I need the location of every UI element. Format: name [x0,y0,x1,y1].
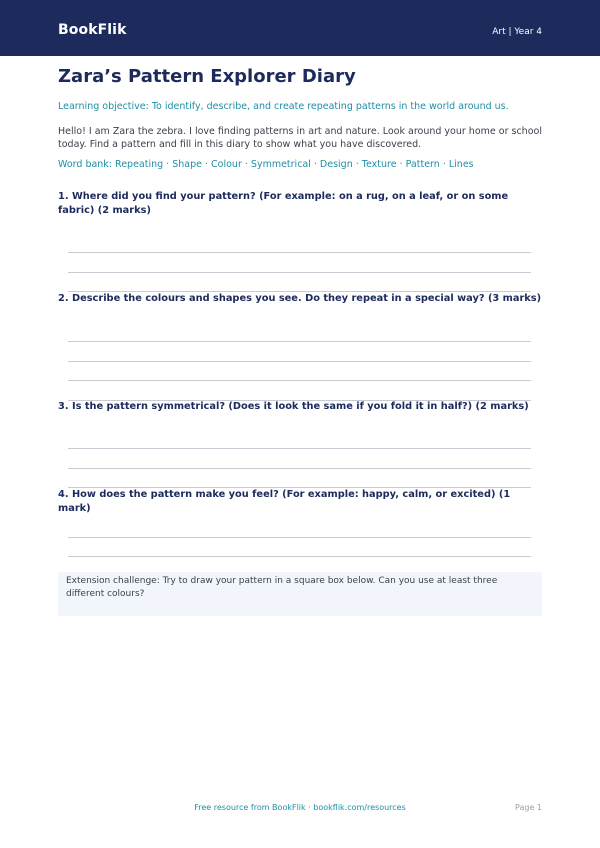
answer-line-q2-1[interactable] [68,341,531,342]
word-bank: Word bank: Repeating · Shape · Colour · Symmetrical · Design · Texture · Pattern · Lines [58,159,474,170]
extension-challenge-box [58,572,542,616]
answer-line-q1-1[interactable] [68,252,531,253]
subject-year-label: Art | Year 4 [492,27,542,37]
page-number: Page 1 [515,803,542,812]
question-3: 3. Is the pattern symmetrical? (Does it look the same if you fold it in half?) (2 marks) [58,401,529,412]
extension-challenge-text: Extension challenge: Try to draw your pattern in a square box below. Can you use at least three different colours? [66,576,498,599]
answer-line-q2-2[interactable] [68,361,531,362]
question-1: 1. Where did you find your pattern? (For example: on a rug, on a leaf, or on some fabric) (2 marks) [58,191,509,216]
answer-line-q4-1[interactable] [68,537,531,538]
answer-line-q2-3[interactable] [68,380,531,381]
answer-line-q3-1[interactable] [68,448,531,449]
learning-objective: Learning objective: To identify, describe, and create repeating patterns in the world around us. [58,101,509,112]
header-bar [0,0,600,56]
question-2: 2. Describe the colours and shapes you see. Do they repeat in a special way? (3 marks) [58,293,542,304]
intro-text: Hello! I am Zara the zebra. I love finding patterns in art and nature. Look around your home or school today. Find a pattern and fill in this diary to show what you have discovered. [58,126,542,150]
answer-line-q4-2[interactable] [68,556,531,557]
question-4: 4. How does the pattern make you feel? (For example: happy, calm, or excited) (1 mark) [58,489,511,514]
page-title: Zara’s Pattern Explorer Diary [58,66,356,87]
answer-line-q3-2[interactable] [68,468,531,469]
brand-logo: BookFlik [58,22,127,38]
answer-line-q1-2[interactable] [68,272,531,273]
footer-resource-link[interactable]: Free resource from BookFlik · bookflik.com/resources [194,803,406,812]
